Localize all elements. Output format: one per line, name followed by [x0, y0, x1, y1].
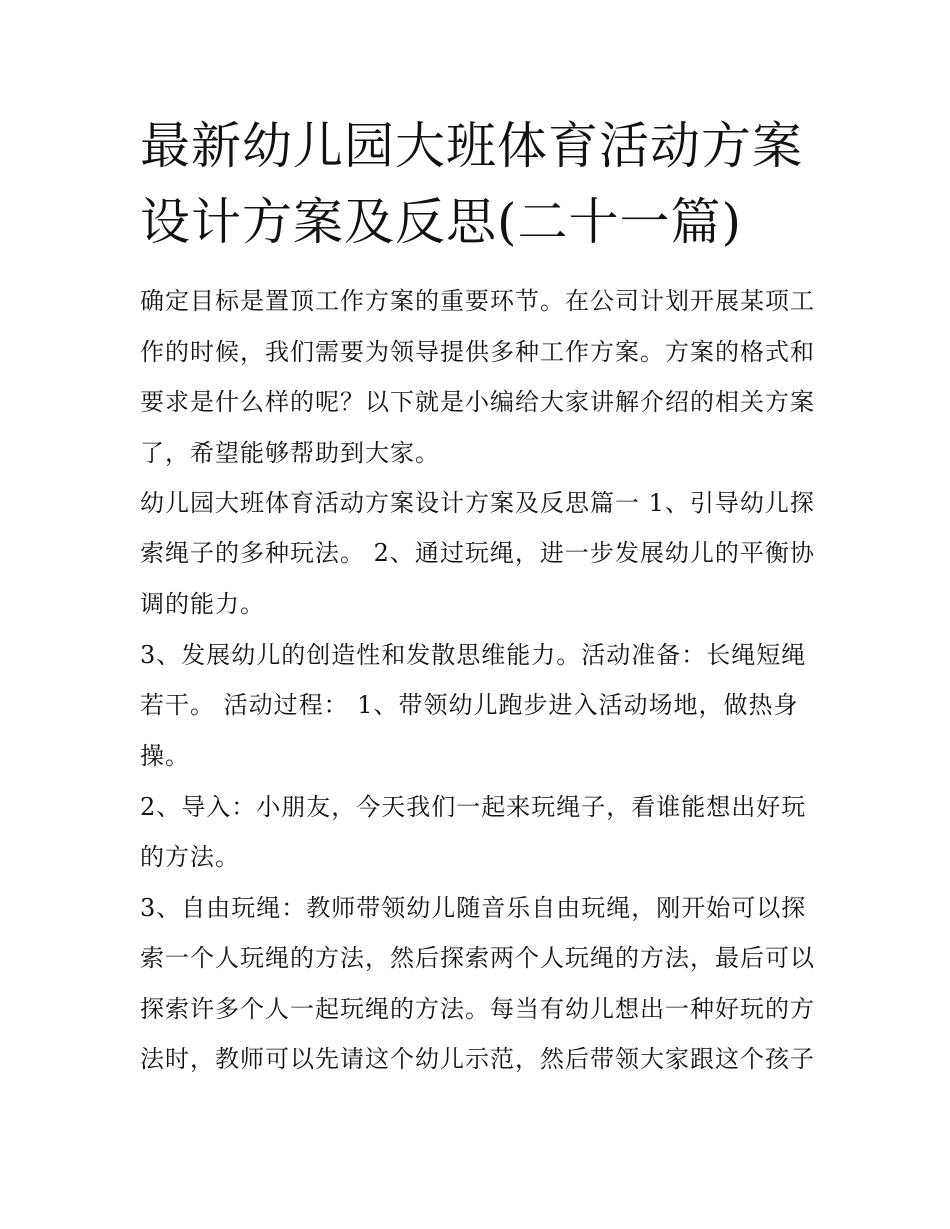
body-line: 要求是什么样的呢？以下就是小编给大家讲解介绍的相关方案: [140, 388, 815, 416]
document-title-line-2: 设计方案及反思(二十一篇): [140, 193, 743, 251]
body-line: 索一个人玩绳的方法，然后探索两个人玩绳的方法，最后可以: [140, 944, 815, 972]
body-line: 确定目标是置顶工作方案的重要环节。在公司计划开展某项工: [140, 287, 815, 315]
body-line: 调的能力。: [140, 590, 265, 618]
body-line: 作的时候，我们需要为领导提供多种工作方案。方案的格式和: [140, 338, 815, 366]
body-line: 法时，教师可以先请这个幼儿示范，然后带领大家跟这个孩子: [140, 1045, 815, 1073]
body-line: 操。: [140, 742, 190, 770]
body-line: 了，希望能够帮助到大家。: [140, 439, 440, 467]
document-title-line-1: 最新幼儿园大班体育活动方案: [140, 117, 803, 175]
body-line: 探索许多个人一起玩绳的方法。每当有幼儿想出一种好玩的方: [140, 995, 815, 1023]
body-line: 索绳子的多种玩法。 2、通过玩绳，进一步发展幼儿的平衡协: [140, 539, 815, 567]
body-line: 的方法。: [140, 843, 240, 871]
body-line: 若干。 活动过程： 1、带领幼儿跑步进入活动场地，做热身: [140, 691, 799, 719]
body-line: 3、自由玩绳：教师带领幼儿随音乐自由玩绳，刚开始可以探: [140, 894, 807, 922]
body-line: 幼儿园大班体育活动方案设计方案及反思篇一 1、引导幼儿探: [140, 489, 815, 517]
body-line: 2、导入：小朋友，今天我们一起来玩绳子，看谁能想出好玩: [140, 793, 807, 821]
body-line: 3、发展幼儿的创造性和发散思维能力。活动准备：长绳短绳: [140, 641, 807, 669]
